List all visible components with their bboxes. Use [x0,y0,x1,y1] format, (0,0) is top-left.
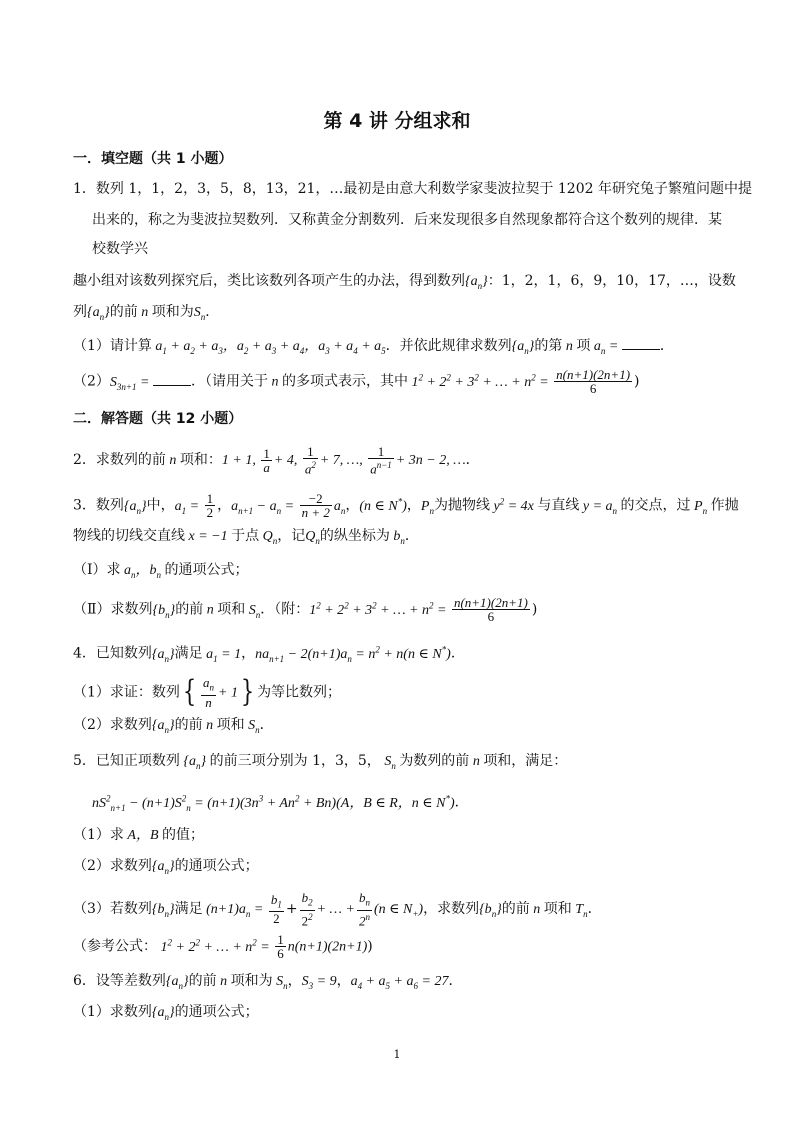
q6-part1: （1）求数列$\{a_n\}$的通项公式； [73,1004,259,1022]
q5-part2: （2）求数列$\{a_n\}$的通项公式； [73,858,259,876]
q1-part2: $(2)S_{3n+1}$ = ．（请用关于 n 的多项式表示，其中 $1^2 + 2^2 + 3^2$ + … + $n^2$ = $\frac{n(n+1)(2n+1)}{6}$ ) [73,367,640,397]
q4-part2: （2）求数列$\{a_n\}$的前 n 项和 $S_n$． [73,717,274,735]
q1-line3: 校数学兴 [92,241,148,257]
q3-part1: （Ⅰ）求 $a_n$，$b_n$ 的通项公式； [73,562,249,580]
q3-line1: 3．数列$\{a_n\}$中，$a_1$ = $\frac{1}{2}$ ，$a_{n+1} - a_n$ = $\frac{-2}{n + 2}$ $a_n$，(n ∈ N*)，$P_n$为抛物线 $y^2 = 4x$ 与直线 $y = a_n$ 的交点，过 $P_n$ 作抛 [73,491,739,521]
answer-blank[interactable] [153,373,191,386]
q1-part1: （1）请计算 $a_1 + a_2 + a_3$，$a_2 + a_3 + a_4$，$a_3 + a_4 + a_5$．并依此规律求数列$\{a_n\}$的第 n 项 $a_n$ = ． [73,338,674,356]
q6-line1: 6．设等差数列$\{a_n\}$的前 n 项和为 $S_n$，$S_3 = 9$，$a_4 + a_5 + a_6 = 27$． [73,973,463,991]
q1-line4: 趣小组对该数列探究后，类比该数列各项产生的办法，得到数列$\{a_n\}$：1，2，1，6，9，10，17，…，设数 [73,273,736,291]
q4-part1: （1）求证：数列{ $\frac{a_n}{n}$ + 1} 为等比数列； [73,674,342,710]
q3-line2: 物线的切线交直线 x = −1 于点 $Q_n$，记$Q_n$的纵坐标为 $b_n$． [73,528,419,546]
q1-line2: 出来的，称之为斐波拉契数列．又称黄金分割数列．后来发现很多自然现象都符合这个数列的规律．某 [92,212,722,228]
q1-line5: 列$\{a_n\}$的前 n 项和为$S_n$． [73,304,220,322]
page-title: 第 4 讲 分组求和 [323,110,471,132]
q5-reference: （参考公式： $1^2 + 2^2$ + … + $n^2$ = $\frac{1}{6}$ n(n+1)(2n+1)) [73,932,373,962]
q3-part2: （Ⅱ）求数列$\{b_n\}$的前 n 项和 $S_n$．（附：$1^2 + 2^2 + 3^2$ + … + $n^2$ = $\frac{n(n+1)(2n+1)}{6}$ ) [73,595,538,625]
answer-blank[interactable] [622,337,660,350]
page-number: 1 [393,1048,401,1061]
q5-line1: 5．已知正项数列 $\{a_n\}$ 的前三项分别为 1，3，5， $S_n$ 为数列的前 n 项和，满足： [73,753,568,771]
q4-line1: 4．已知数列$\{a_n\}$满足 $a_1 = 1$，$na_{n+1} - 2(n+1)a_n = n^2 + n(n$ ∈ N*)． [73,644,465,664]
q2-line: 2．求数列的前 n 项和：1 + 1, $\frac{1}{a}$ + 4, $\frac{1}{a^2}$ + 7, …, $\frac{1}{a^{n-1}}$ + 3n − 2, …． [73,444,480,477]
section-answer-questions: 二．解答题（共 12 小题） [73,411,243,427]
q5-line2: $nS^2_{n+1} - (n+1)S^2_n = (n+1)(3n^3 + An^2 + Bn)(A$，B ∈ R，n ∈ N*)． [92,793,469,813]
q5-part1: （1）求 A，B 的值； [73,827,205,843]
section-fill-in-blank: 一．填空题（共 1 小题） [73,151,233,167]
q1-line1: 1．数列 1，1，2，3，5，8，13，21，…最初是由意大利数学家斐波拉契于 1202 年研究兔子繁殖问题中提 [73,181,752,197]
q5-part3: （3）若数列$\{b_n\}$满足 $(n+1)a_n$ = $\frac{b_1}{2}$ + $\frac{b_2}{2^2}$ + … + $\frac{b_n}{2^n}$ (n ∈ $N_+$)，求数列$\{b_n\}$的前 n 项和 $T_n$． [73,890,602,928]
